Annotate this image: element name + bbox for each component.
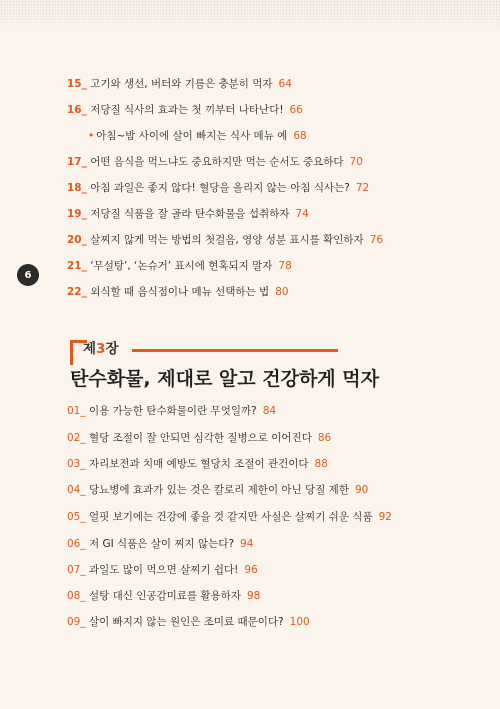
entry-title: 당뇨병에 효과가 있는 것은 칼로리 제한이 아닌 당질 제한 [88, 484, 349, 496]
toc-entry[interactable]: 15_ 고기와 생선, 버터와 기름은 충분히 먹자 64 [67, 78, 292, 90]
entry-title: ‘무설탕’, ‘논슈거’ 표시에 현혹되지 말자 [90, 260, 273, 272]
entry-title: 고기와 생선, 버터와 기름은 충분히 먹자 [90, 78, 273, 90]
entry-page: 64 [278, 78, 292, 90]
entry-page: 86 [317, 432, 332, 444]
entry-number: 18 [67, 182, 82, 194]
entry-page: 76 [369, 234, 384, 246]
entry-title: 설탕 대신 인공감미료를 활용하자 [88, 590, 241, 602]
entry-number: 17 [67, 156, 82, 168]
entry-page: 70 [349, 156, 363, 168]
entry-title: 저 GI 식품은 살이 찌지 않는다? [88, 538, 235, 550]
entry-title: 과일도 많이 먹으면 살찌기 쉽다! [88, 564, 239, 576]
entry-title: 어떤 음식을 먹느냐도 중요하지만 먹는 순서도 중요하다 [90, 156, 344, 168]
toc-entry[interactable]: 08_ 설탕 대신 인공감미료를 활용하자 98 [67, 590, 261, 602]
toc-entry[interactable]: 02_ 혈당 조절이 잘 안되면 심각한 질병으로 이어진다 86 [67, 432, 332, 444]
decorative-dot-pattern [0, 0, 500, 34]
entry-page: 68 [293, 130, 307, 142]
entry-page: 66 [289, 104, 303, 116]
entry-page: 74 [295, 208, 309, 220]
page-number: 6 [24, 269, 32, 281]
entry-page: 72 [355, 182, 370, 194]
entry-number: 21 [67, 260, 82, 272]
chapter-number: 3 [96, 341, 106, 357]
entry-page: 80 [275, 286, 289, 298]
entry-page: 78 [278, 260, 292, 272]
entry-number: 04 [67, 484, 81, 496]
entry-number: 06 [67, 538, 81, 550]
entry-number: 09 [67, 616, 81, 628]
chapter-label-suffix: 장 [105, 341, 119, 357]
entry-page: 92 [378, 511, 392, 523]
toc-entry[interactable]: 09_ 살이 빠지지 않는 원인은 조미료 때문이다? 100 [67, 616, 310, 628]
chapter-rule [132, 349, 338, 352]
entry-title: 혈당 조절이 잘 안되면 심각한 질병으로 이어진다 [88, 432, 312, 444]
entry-title: 이용 가능한 탄수화물이란 무엇일까? [88, 405, 257, 417]
entry-page: 96 [244, 564, 258, 576]
toc-entry[interactable]: 04_ 당뇨병에 효과가 있는 것은 칼로리 제한이 아닌 당질 제한 90 [67, 484, 369, 496]
entry-number: 19 [67, 208, 82, 220]
toc-entry[interactable]: 03_ 자리보전과 치매 예방도 혈당치 조절이 관건이다 88 [67, 458, 328, 470]
entry-number: 08 [67, 590, 81, 602]
entry-number: 16 [67, 104, 82, 116]
toc-entry[interactable]: 20_ 살찌지 않게 먹는 방법의 첫걸음, 영양 성분 표시를 확인하자 76 [67, 234, 384, 246]
entry-number: 05 [67, 511, 81, 523]
entry-number: 07 [67, 564, 81, 576]
toc-entry[interactable]: 17_ 어떤 음식을 먹느냐도 중요하지만 먹는 순서도 중요하다 70 [67, 156, 363, 168]
toc-entry[interactable]: 05_ 얼핏 보기에는 건강에 좋을 것 같지만 사실은 살찌기 쉬운 식품 92 [67, 511, 392, 523]
entry-page: 100 [289, 616, 310, 628]
entry-number: 20 [67, 234, 82, 246]
entry-page: 98 [246, 590, 261, 602]
entry-page: 88 [314, 458, 328, 470]
entry-title: 저당질 식품을 잘 골라 탄수화물을 섭취하자 [90, 208, 290, 220]
bullet-icon: • [88, 130, 95, 142]
entry-page: 94 [240, 538, 254, 550]
entry-page: 90 [354, 484, 369, 496]
entry-title: 아침~밤 사이에 살이 빠지는 식사 메뉴 예 [96, 130, 288, 142]
toc-sub-entry[interactable] [88, 129, 307, 143]
entry-title: 자리보전과 치매 예방도 혈당치 조절이 관건이다 [88, 458, 309, 470]
entry-title: 아침 과일은 좋지 않다! 혈당을 올리지 않는 아침 식사는? [90, 182, 350, 194]
entry-title: 살이 빠지지 않는 원인은 조미료 때문이다? [88, 616, 284, 628]
entry-number: 22 [67, 286, 82, 298]
toc-entry[interactable]: 21_ ‘무설탕’, ‘논슈거’ 표시에 현혹되지 말자 78 [67, 260, 292, 272]
entry-number: 01 [67, 405, 81, 417]
chapter-title: 탄수화물, 제대로 알고 건강하게 먹자 [70, 368, 379, 390]
entry-title: 얼핏 보기에는 건강에 좋을 것 같지만 사실은 살찌기 쉬운 식품 [88, 511, 373, 523]
toc-entry[interactable]: 01_ 이용 가능한 탄수화물이란 무엇일까? 84 [67, 405, 277, 417]
page-number-badge [17, 264, 39, 286]
toc-entry[interactable]: 22_ 외식할 때 음식점이나 메뉴 선택하는 법 80 [67, 286, 289, 298]
entry-title: 외식할 때 음식점이나 메뉴 선택하는 법 [90, 286, 270, 298]
entry-number: 15 [67, 78, 82, 90]
chapter-label-prefix: 제 [83, 341, 97, 357]
toc-entry[interactable]: 06_ 저 GI 식품은 살이 찌지 않는다? 94 [67, 538, 254, 550]
entry-page: 84 [262, 405, 277, 417]
toc-entry[interactable]: 07_ 과일도 많이 먹으면 살찌기 쉽다! 96 [67, 564, 258, 576]
entry-title: 살찌지 않게 먹는 방법의 첫걸음, 영양 성분 표시를 확인하자 [90, 234, 364, 246]
toc-entry[interactable]: 19_ 저당질 식품을 잘 골라 탄수화물을 섭취하자 74 [67, 208, 309, 220]
toc-entry[interactable]: 18_ 아침 과일은 좋지 않다! 혈당을 올리지 않는 아침 식사는? 72 [67, 182, 370, 194]
entry-number: 02 [67, 432, 81, 444]
toc-entry[interactable]: 16_ 저당질 식사의 효과는 첫 끼부터 나타난다! 66 [67, 104, 303, 116]
entry-number: 03 [67, 458, 81, 470]
entry-title: 저당질 식사의 효과는 첫 끼부터 나타난다! [90, 104, 284, 116]
chapter-label [83, 340, 119, 358]
